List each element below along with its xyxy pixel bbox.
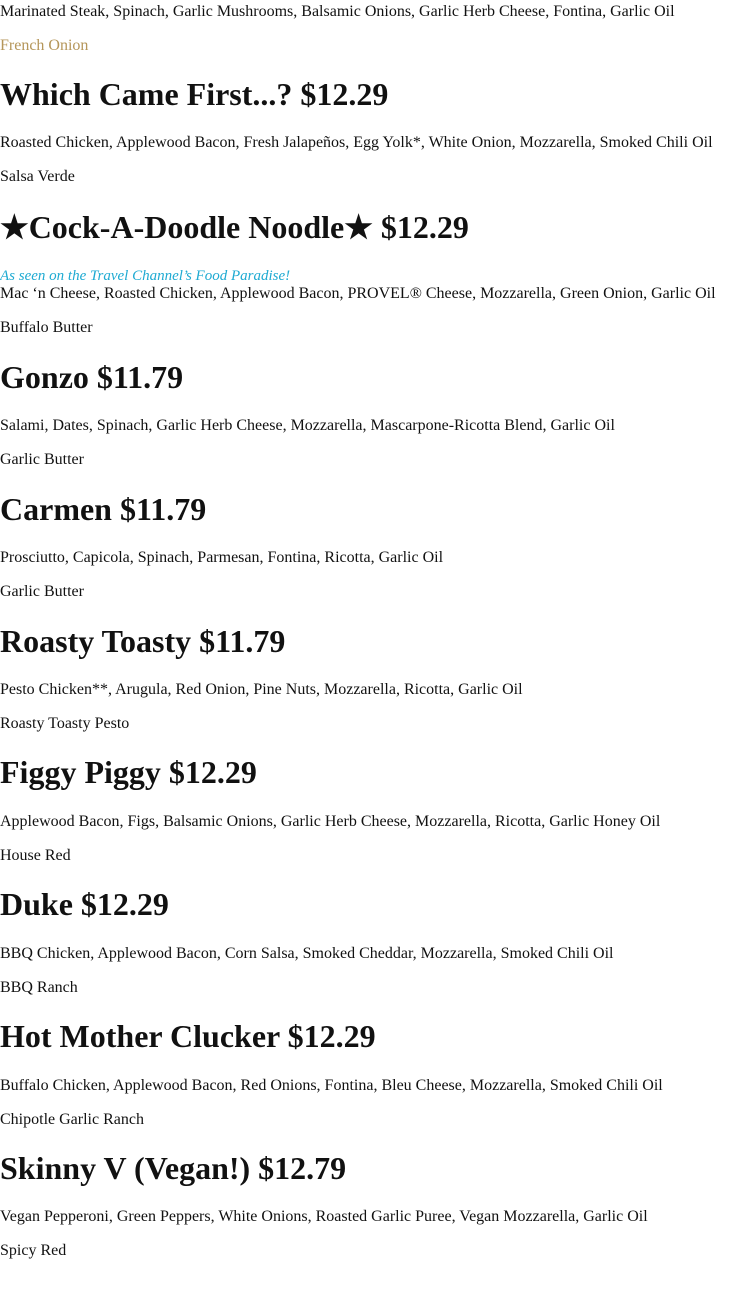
- item-sauce: Roasty Toasty Pesto: [0, 715, 130, 732]
- item-title: Skinny V (Vegan!) $12.79: [0, 1150, 347, 1186]
- item-title: Roasty Toasty $11.79: [0, 623, 286, 659]
- intro-sauce: French Onion: [0, 37, 89, 54]
- item-title: Duke $12.29: [0, 886, 169, 922]
- item-ingredients: Vegan Pepperoni, Green Peppers, White Onions, Roasted Garlic Puree, Vegan Mozzarella, Garlic Oil: [0, 1208, 648, 1225]
- item-sauce: BBQ Ranch: [0, 979, 78, 996]
- item-ingredients: Roasted Chicken, Applewood Bacon, Fresh Jalapeños, Egg Yolk*, White Onion, Mozzarella, Smoked Chili Oil: [0, 134, 713, 151]
- item-title: Hot Mother Clucker $12.29: [0, 1018, 376, 1054]
- item-title: Which Came First...? $12.29: [0, 76, 389, 112]
- intro-ingredients: Marinated Steak, Spinach, Garlic Mushrooms, Balsamic Onions, Garlic Herb Cheese, Fontina, Garlic Oil: [0, 3, 675, 20]
- item-ingredients: Prosciutto, Capicola, Spinach, Parmesan, Fontina, Ricotta, Garlic Oil: [0, 549, 444, 566]
- item-ingredients: Buffalo Chicken, Applewood Bacon, Red Onions, Fontina, Bleu Cheese, Mozzarella, Smoked Chili Oil: [0, 1077, 663, 1094]
- item-ingredients: Pesto Chicken**, Arugula, Red Onion, Pine Nuts, Mozzarella, Ricotta, Garlic Oil: [0, 681, 523, 698]
- item-title: Carmen $11.79: [0, 491, 207, 527]
- item-ingredients: Mac ‘n Cheese, Roasted Chicken, Applewood Bacon, PROVEL® Cheese, Mozzarella, Green Onion, Garlic Oil: [0, 285, 716, 302]
- item-title: Gonzo $11.79: [0, 359, 184, 395]
- item-sauce: Chipotle Garlic Ranch: [0, 1111, 144, 1128]
- item-sauce: Salsa Verde: [0, 168, 75, 185]
- item-sauce: Spicy Red: [0, 1242, 67, 1259]
- item-title: ★Cock-A-Doodle Noodle★ $12.29: [0, 209, 469, 245]
- item-sauce: Garlic Butter: [0, 583, 84, 600]
- item-sauce: Buffalo Butter: [0, 319, 93, 336]
- item-title: Figgy Piggy $12.29: [0, 754, 257, 790]
- item-sauce: House Red: [0, 847, 71, 864]
- item-note: As seen on the Travel Channel’s Food Paradise!: [0, 268, 291, 284]
- item-ingredients: Applewood Bacon, Figs, Balsamic Onions, Garlic Herb Cheese, Mozzarella, Ricotta, Garlic Honey Oil: [0, 813, 661, 830]
- item-sauce: Garlic Butter: [0, 451, 84, 468]
- item-ingredients: BBQ Chicken, Applewood Bacon, Corn Salsa, Smoked Cheddar, Mozzarella, Smoked Chili Oil: [0, 945, 614, 962]
- item-ingredients: Salami, Dates, Spinach, Garlic Herb Cheese, Mozzarella, Mascarpone-Ricotta Blend, Garlic Oil: [0, 417, 615, 434]
